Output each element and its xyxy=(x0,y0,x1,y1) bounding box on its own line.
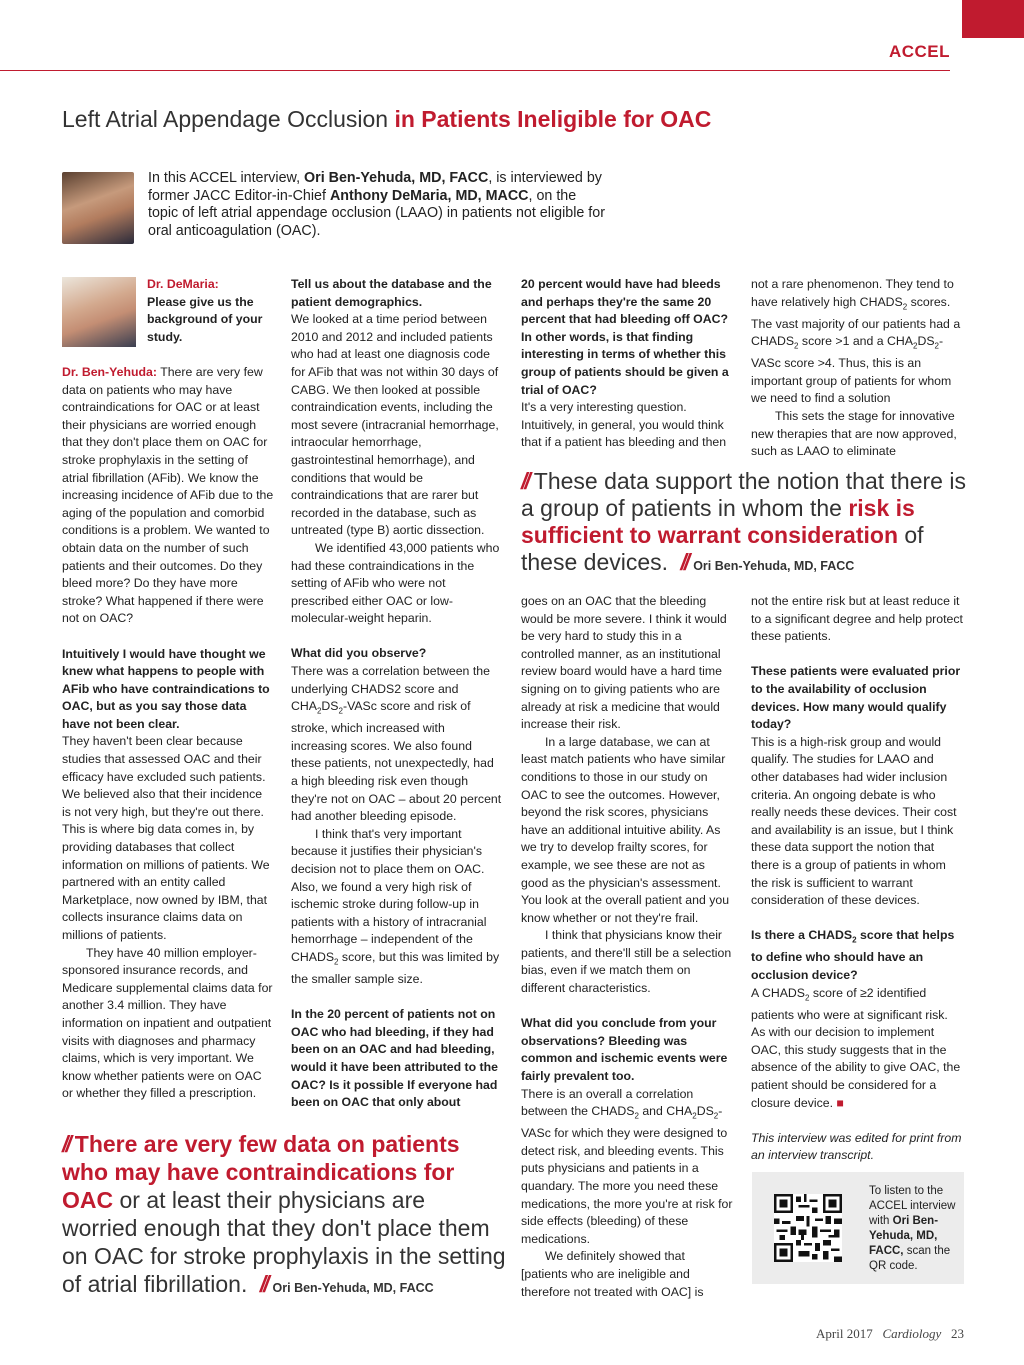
answer-paragraph: This sets the stage for innovative new therapies that are now approved, such as LAAO to eliminate xyxy=(751,409,957,459)
pull-quote-text: These data support the notion that there is a group of patients in whom the xyxy=(521,468,966,521)
demaria-question xyxy=(147,276,275,346)
answer-paragraph xyxy=(62,364,274,628)
pull-quote-text: or at least their physicians are worried enough that they don't place them on OAC for stroke prophylaxis in the setting of atrial fibrillation. xyxy=(62,1187,506,1297)
intro-paragraph xyxy=(148,170,608,240)
question-paragraph: What did you observe? xyxy=(291,646,427,661)
page-title xyxy=(62,106,711,133)
answer-paragraph: not a rare phenomenon. They tend to have relatively high $CHADS_2$ scores. The vast majority of our patients had a $CHADS_2$ score >1 and a $CHA_2DS_2$-VASc score >4. Thus, this is an important group of patients for whom we need to find a solution xyxy=(751,277,961,406)
demaria-photo xyxy=(62,277,136,347)
answer-paragraph: There is an overall a correlation between the $CHADS_2$ and $CHA_2DS_2$-VASc for which they were designed to detect risk, and bleeding events. This puts physicians and patients in a quandary. The more you need these medications, the more you're at risk for side effects (bleeding) of these medications. xyxy=(521,1086,733,1246)
footer-date: April 2017 xyxy=(816,1326,873,1341)
qr-callout xyxy=(752,1172,964,1284)
answer-paragraph: It's a very interesting question. Intuitively, in general, you would think that if a patient has bleeding and then xyxy=(521,400,727,450)
editor-note: This interview was edited for print from an interview transcript. xyxy=(751,1130,962,1163)
intro-text: In this ACCEL interview, xyxy=(148,170,305,186)
pull-quote-attribution: Ori Ben-Yehuda, MD, FACC xyxy=(693,559,855,573)
answer-paragraph: There was a correlation between the underlying CHADS2 score and $CHA_2DS_2$-VASc score and risk of stroke, which increased with increasing scores. We also found these patients, not unexpectedly, had a high bleeding risk even though they're not on OAC – about 20 percent had another bleeding episode. xyxy=(291,664,502,824)
question-paragraph: 20 percent would have had bleeds and perhaps they're the same 20 percent that had bleeding off OAC? In other words, is that finding interesting in terms of whether this group of patients should be given a trial of OAC? xyxy=(521,277,729,397)
corner-accent-block xyxy=(962,0,1024,38)
title-plain: Left Atrial Appendage Occlusion xyxy=(62,106,395,132)
question-paragraph: Intuitively I would have thought we knew what happens to people with AFib who have contraindications to OAC, but as you say those data have not been clear. xyxy=(62,646,270,731)
qr-code-icon[interactable] xyxy=(774,1194,842,1262)
pull-quote-emphasis: There are very few data on patients who may have contraindications for OAC xyxy=(62,1131,460,1213)
column-4-top xyxy=(751,276,963,461)
question-paragraph: In the 20 percent of patients not on OAC who had bleeding, if they had been on an OAC and had bleeding, would it have been attributed to the OAC? Is it possible If everyone had been on OAC that only about xyxy=(291,1007,499,1110)
answer-paragraph: I think that's very important because it justifies their physician's decision not to place them on OAC. Also, we found a very high risk of ischemic stroke during follow-up in patients with a history of intracranial hemorrhage – independent of the $CHADS_2$ score, but this was limited by the smaller sample size. xyxy=(291,826,500,987)
ben-yehuda-photo xyxy=(62,172,134,244)
section-tag: ACCEL xyxy=(888,42,950,61)
answer-paragraph: This is a high-risk group and would qualify. The studies for LAAO and other databases had wider inclusion criteria. An ongoing debate is who really needs these devices. Their cost and availability is an issue, but I think these data support the notion that there is a group of patients in whom the risk is sufficient to warrant consideration of these devices. xyxy=(751,734,957,908)
column-3-top xyxy=(521,276,733,452)
quote-mark-icon: // xyxy=(259,1271,267,1297)
page-footer xyxy=(816,1326,964,1342)
column-1 xyxy=(62,364,274,1103)
qr-instructions: To listen to the ACCEL interview with Ori Ben-Yehuda, MD, FACC, scan the QR code. xyxy=(869,1185,956,1272)
pull-quote-right xyxy=(521,468,971,580)
intro-name-1: Ori Ben-Yehuda, MD, FACC xyxy=(304,170,489,186)
answer-text: There are very few data on patients who may have contraindications for OAC or at least their physicians are worried enough that they don't place them on OAC for stroke prophylaxis in the setting of atrial fibrillation (AFib). We know the increasing incidence of AFib due to the aging of the population and comorbid conditions is a problem. We wanted to obtain data on the number of such patients and their outcomes. Do they bleed more? Do they have more stroke? What happened if there were not on OAC? xyxy=(62,365,274,626)
footer-publication: Cardiology xyxy=(882,1326,942,1341)
quote-mark-icon: // xyxy=(521,468,528,494)
intro-name-2: Anthony DeMaria, MD, MACC xyxy=(329,187,529,204)
answer-paragraph: They haven't been clear because studies that assessed OAC and their efficacy have excluded such patients. We believed also that their incidence is not very high, but they're out there. This is where big data comes in, by providing databases that collect information on millions of patients. We partnered with an entity called Marketplace, now owned by IBM, that collects insurance claims data on millions of patients. xyxy=(62,734,270,942)
title-emphasis: in Patients Ineligible for OAC xyxy=(394,106,712,132)
column-2 xyxy=(291,276,503,1112)
pull-quote-attribution: Ori Ben-Yehuda, MD, FACC xyxy=(272,1281,434,1295)
page-number: 23 xyxy=(951,1326,964,1341)
answer-paragraph: They have 40 million employer-sponsored insurance records, and Medicare supplemental claims data for another 3.4 million. They have information on inpatient and outpatient visits with diagnoses and pharmacy claims, which is very important. We know whether patients were on OAC or whether they filled a prescription. xyxy=(62,945,273,1101)
speaker-label-demaria: Dr. DeMaria: xyxy=(147,277,219,291)
answer-paragraph: We identified 43,000 patients who had these contraindications in the setting of AFib who were not prescribed either OAC or low-molecular-weight heparin. xyxy=(291,540,500,626)
answer-paragraph: A $CHADS_2$ score of ≥2 identified patients who were at significant risk. As with our decision to implement OAC, this study suggests that in the absence of the ability to give OAC, the patient should be considered for a closure device. ■ xyxy=(751,985,961,1110)
question-paragraph: What did you conclude from your observations? Bleeding was common and ischemic events were fairly prevalent too. xyxy=(521,1016,728,1084)
answer-paragraph: not the entire risk but at least reduce it to a significant degree and help protect these patients. xyxy=(751,594,963,644)
answer-paragraph: We definitely showed that [patients who are ineligible and therefore not treated with OAC] is xyxy=(521,1249,704,1299)
column-3-bottom xyxy=(521,593,733,1301)
question-paragraph: These patients were evaluated prior to the availability of occlusion devices. How many would qualify today? xyxy=(751,664,961,732)
speaker-label-ben-yehuda: Dr. Ben-Yehuda: xyxy=(62,365,157,379)
question-paragraph: Tell us about the database and the patient demographics. xyxy=(291,277,492,309)
answer-paragraph: goes on an OAC that the bleeding would be more severe. I think it would be very hard to study this in a controlled manner, as an institutional review board would have a hard time signing on to giving patients who are already at risk a medicine that would increase their risk. xyxy=(521,594,727,732)
pull-quote-text: of these devices. xyxy=(521,522,924,575)
answer-paragraph: We looked at a time period between 2010 and 2012 and included patients who had at least one diagnosis code for AFib that was not within 30 days of CABG. We then looked at possible contraindication events, including the most severe (intracranial hemorrhage, intraocular hemorrhage, gastrointestinal hemorrhage), and conditions that would be contraindications that are rarer but recorded in the database, such as untreated (type B) aortic dissection. xyxy=(291,312,499,538)
quote-mark-icon: // xyxy=(62,1131,69,1157)
quote-mark-icon: // xyxy=(680,549,688,575)
answer-paragraph: I think that physicians know their patients, and there'll still be a selection bias, even if we match them on different characteristics. xyxy=(521,928,732,996)
pull-quote-left xyxy=(62,1130,506,1302)
intro-text: , on the topic of left atrial appendage occlusion (LAAO) in patients not eligible for oral anticoagulation (OAC). xyxy=(148,187,605,239)
end-mark-icon: ■ xyxy=(836,1095,844,1110)
top-rule xyxy=(0,70,950,71)
column-4-bottom xyxy=(751,593,963,1165)
question-text: Please give us the background of your study. xyxy=(147,294,263,344)
question-paragraph: Is there a $CHADS_2$ score that helps to define who should have an occlusion device? xyxy=(751,928,955,982)
intro-text: , is interviewed by former JACC Editor-in-Chief xyxy=(148,170,602,204)
answer-paragraph: In a large database, we can at least match patients who have similar conditions to those in our study on OAC to see the outcomes. However, beyond the risk scores, physicians have an additional intuitive ability. As we try to develop frailty scores, for example, we see these are not as good as the physician's assessment. You look at the overall patient and you know whether or not they're frail. xyxy=(521,734,730,925)
pull-quote-emphasis: risk is sufficient to warrant consideration xyxy=(521,495,915,548)
